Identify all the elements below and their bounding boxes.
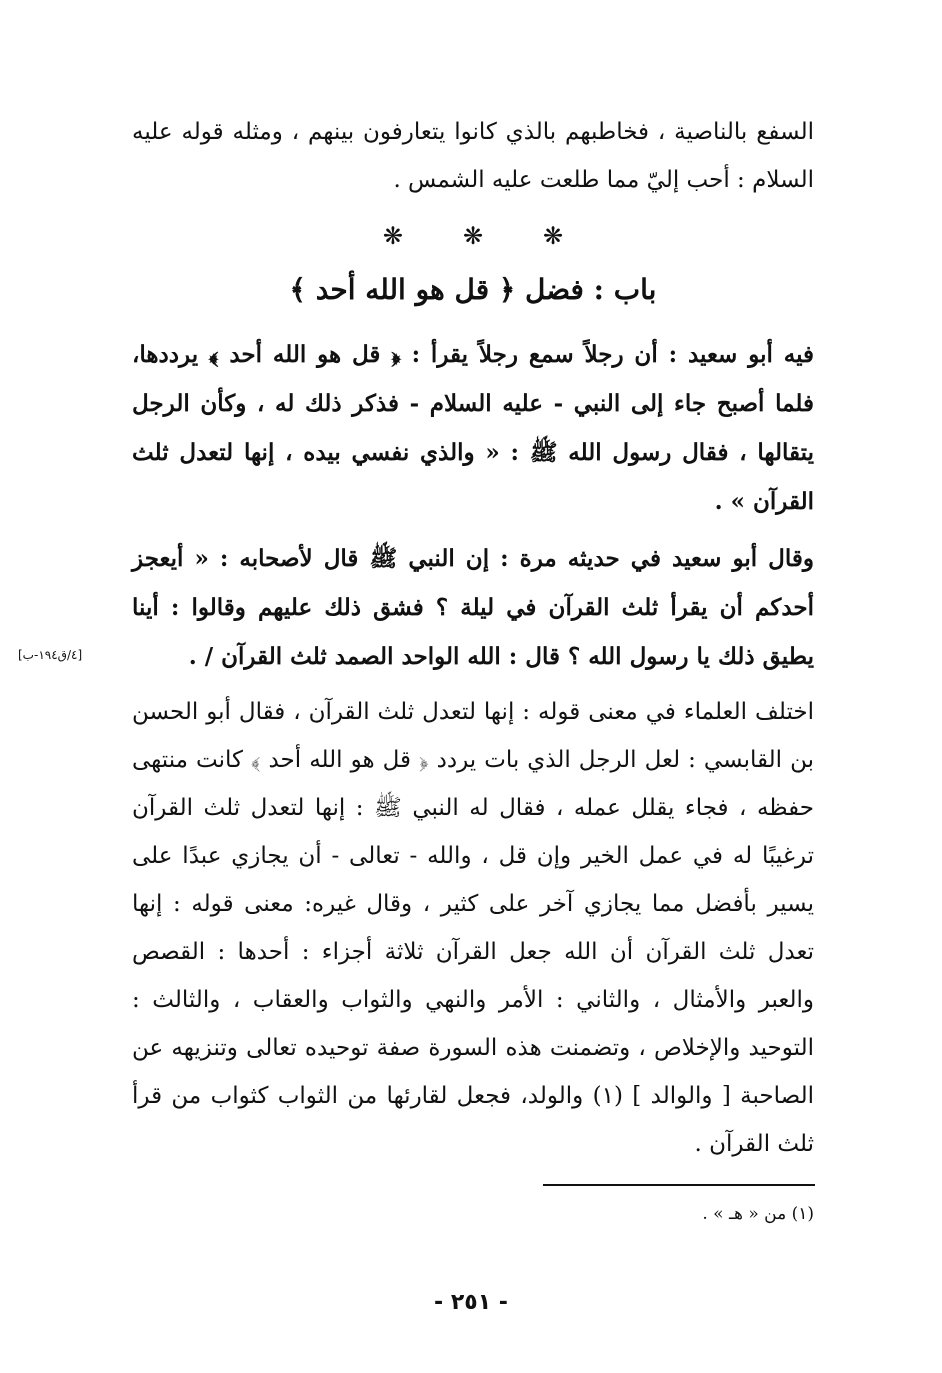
intro-block bbox=[132, 108, 814, 204]
hadith-block-2 bbox=[132, 534, 814, 681]
separator-star: ❋ bbox=[462, 222, 484, 250]
page-number: - ٢٥١ - bbox=[434, 1290, 508, 1315]
manuscript-folio-reference: [٤/ق١٩٤-ب] bbox=[18, 648, 83, 662]
commentary-block bbox=[132, 688, 814, 1168]
chapter-heading: باب : فضل ﴿ قل هو الله أحد ﴾ bbox=[289, 273, 657, 306]
separator-star: ❋ bbox=[382, 222, 403, 250]
separator-star: ❋ bbox=[543, 222, 564, 250]
footnote-divider bbox=[543, 1184, 815, 1186]
hadith-paragraph-1: فيه أبو سعيد : أن رجلاً سمع رجلاً يقرأ : ﴿ قل هو الله أحد ﴾ يرددها، فلما أصبح جاء إلى النبي - عليه السلام - فذكر ذلك له ، وكأن الرجل يتقالها ، فقال رسول الله ﷺ : « والذي نفسي بيده ، إنها لتعدل ثلث القرآن » . bbox=[132, 341, 814, 515]
intro-paragraph: السفع بالناصية ، فخاطبهم بالذي كانوا يتعارفون بينهم ، ومثله قوله عليه السلام : أحب إليّ مما طلعت عليه الشمس . bbox=[132, 119, 814, 193]
hadith-paragraph-2: وقال أبو سعيد في حديثه مرة : إن النبي ﷺ قال لأصحابه : « أيعجز أحدكم أن يقرأ ثلث القرآن في ليلة ؟ فشق ذلك عليهم وقالوا : أينا يطيق ذلك يا رسول الله ؟ قال : الله الواحد الصمد ثلث القرآن / . bbox=[132, 545, 814, 670]
footnote: (١) من « هـ » . bbox=[702, 1204, 814, 1224]
section-separator bbox=[132, 222, 814, 250]
hadith-block-1 bbox=[132, 330, 814, 526]
commentary-paragraph: اختلف العلماء في معنى قوله : إنها لتعدل ثلث القرآن ، فقال أبو الحسن بن القابسي : لعل الرجل الذي بات يردد ﴿ قل هو الله أحد ﴾ كانت منتهى حفظه ، فجاء يقلل عمله ، فقال له النبي ﷺ : إنها لتعدل ثلث القرآن ترغيبًا له في عمل الخير وإن قل ، والله - تعالى - أن يجازي عبدًا على يسير بأفضل مما يجازي آخر على كثير ، وقال غيره: معنى قوله : إنها تعدل ثلث القرآن أن الله جعل القرآن ثلاثة أجزاء : أحدها : القصص والعبر والأمثال ، والثاني : الأمر والنهي والثواب والعقاب ، والثالث : التوحيد والإخلاص ، وتضمنت هذه السورة صفة توحيده تعالى وتنزيهه عن الصاحبة [ والوالد ] (١) والولد، فجعل لقارئها من الثواب كثواب من قرأ ثلث القرآن . bbox=[132, 699, 814, 1157]
